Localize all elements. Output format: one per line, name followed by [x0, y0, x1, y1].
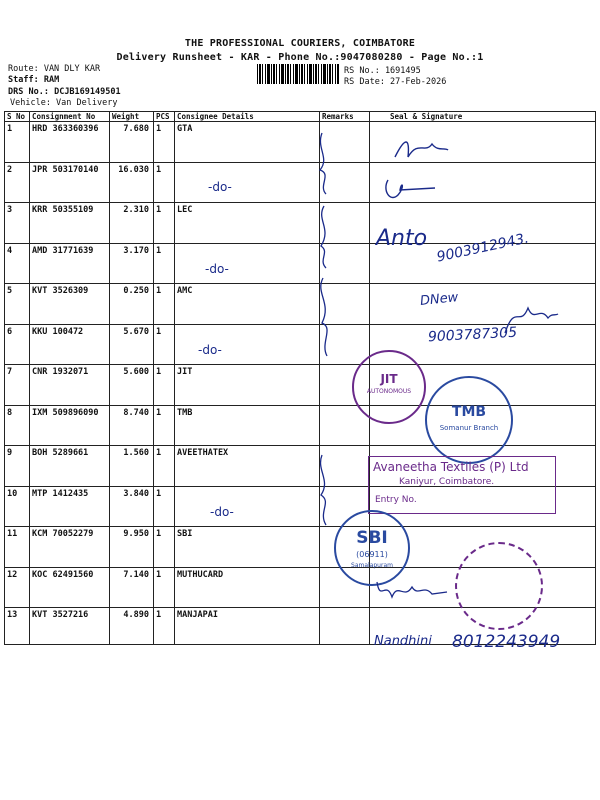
cell-consignment: AMD 31771639 — [30, 243, 110, 284]
col-sno: S No — [5, 112, 30, 122]
cell-consignee: AMC — [175, 284, 320, 325]
cell-remarks — [320, 486, 370, 527]
cell-pcs: 1 — [154, 608, 175, 645]
cell-consignee: GTA — [175, 122, 320, 163]
cell-signature — [370, 284, 596, 325]
cell-consignment: JPR 503170140 — [30, 162, 110, 203]
vehicle-text: Vehicle: Van Delivery — [10, 98, 118, 108]
cell-weight: 16.030 — [110, 162, 154, 203]
cell-sno: 8 — [5, 405, 30, 446]
col-pcs: PCS — [154, 112, 175, 122]
barcode-image — [257, 64, 339, 84]
cell-consignment: HRD 363360396 — [30, 122, 110, 163]
cell-consignee: JIT — [175, 365, 320, 406]
cell-consignment: KRR 50355109 — [30, 203, 110, 244]
ditto-mark: -do- — [208, 180, 232, 194]
cell-sno: 4 — [5, 243, 30, 284]
cell-consignee: AVEETHATEX — [175, 446, 320, 487]
cell-sno: 9 — [5, 446, 30, 487]
cell-pcs: 1 — [154, 324, 175, 365]
cell-pcs: 1 — [154, 365, 175, 406]
sbi-stamp-text: SBI — [356, 528, 388, 548]
tmb-stamp-place: Somanur Branch — [439, 424, 499, 432]
cell-weight: 7.680 — [110, 122, 154, 163]
cell-consignee: SBI — [175, 527, 320, 568]
jit-stamp-sub: AUTONOMOUS — [366, 388, 412, 395]
cell-consignee: MANJAPAI — [175, 608, 320, 645]
cell-remarks — [320, 284, 370, 325]
cell-signature — [370, 162, 596, 203]
handwritten-name: Nandhini — [374, 634, 432, 649]
cell-consignee — [175, 162, 320, 203]
cell-consignment: CNR 1932071 — [30, 365, 110, 406]
cell-pcs: 1 — [154, 527, 175, 568]
table-row — [5, 365, 596, 406]
cell-pcs: 1 — [154, 446, 175, 487]
cell-sno: 13 — [5, 608, 30, 645]
table-row — [5, 405, 596, 446]
cell-consignee — [175, 243, 320, 284]
col-remarks: Remarks — [320, 112, 370, 122]
cell-consignment: KVT 3527216 — [30, 608, 110, 645]
cell-sno: 1 — [5, 122, 30, 163]
cell-remarks — [320, 527, 370, 568]
cell-remarks — [320, 365, 370, 406]
cell-sno: 5 — [5, 284, 30, 325]
cell-consignee: LEC — [175, 203, 320, 244]
table-row — [5, 486, 596, 527]
avaneetha-stamp-field: Entry No. — [375, 495, 417, 505]
table-row — [5, 527, 596, 568]
route-text: Route: VAN DLY KAR — [8, 64, 101, 74]
signature-anto: Anto — [376, 226, 428, 251]
cell-weight: 7.140 — [110, 567, 154, 608]
cell-remarks — [320, 243, 370, 284]
table-row — [5, 122, 596, 163]
cell-weight: 0.250 — [110, 284, 154, 325]
cell-sno: 6 — [5, 324, 30, 365]
cell-weight: 1.560 — [110, 446, 154, 487]
tmb-stamp-text: TMB — [451, 404, 487, 420]
cell-remarks — [320, 162, 370, 203]
cell-sno: 10 — [5, 486, 30, 527]
cell-weight: 8.740 — [110, 405, 154, 446]
cell-weight: 9.950 — [110, 527, 154, 568]
cell-pcs: 1 — [154, 486, 175, 527]
cell-weight: 2.310 — [110, 203, 154, 244]
ditto-mark: -do- — [198, 343, 222, 357]
cell-remarks — [320, 608, 370, 645]
cell-weight: 5.670 — [110, 324, 154, 365]
sbi-stamp-code: (06911) — [356, 550, 388, 559]
drs-value: DCJB169149501 — [54, 87, 121, 97]
cell-signature — [370, 567, 596, 608]
cell-remarks — [320, 405, 370, 446]
ditto-mark: -do- — [210, 505, 234, 519]
cell-sno: 11 — [5, 527, 30, 568]
cell-consignee: MUTHUCARD — [175, 567, 320, 608]
cell-consignee — [175, 486, 320, 527]
cell-pcs: 1 — [154, 567, 175, 608]
cell-weight: 4.890 — [110, 608, 154, 645]
table-row — [5, 162, 596, 203]
cell-consignment: KKU 100472 — [30, 324, 110, 365]
cell-consignee — [175, 324, 320, 365]
cell-pcs: 1 — [154, 203, 175, 244]
cell-signature — [370, 446, 596, 487]
avaneetha-stamp-place: Kaniyur, Coimbatore. — [399, 477, 495, 487]
cell-sno: 2 — [5, 162, 30, 203]
cell-remarks — [320, 446, 370, 487]
cell-remarks — [320, 203, 370, 244]
handwritten-phone: 9003912943. — [435, 230, 531, 266]
cell-pcs: 1 — [154, 162, 175, 203]
handwritten-name: DNew — [419, 290, 460, 309]
col-seal-signature: Seal & Signature — [370, 112, 596, 122]
drs-row — [8, 87, 121, 97]
col-consignment: Consignment No — [30, 112, 110, 122]
cell-sno: 12 — [5, 567, 30, 608]
avaneetha-stamp-title: Avaneetha Textiles (P) Ltd — [373, 460, 529, 474]
table-row — [5, 446, 596, 487]
sbi-stamp-place: Samalapuram — [351, 562, 393, 569]
cell-consignment: IXM 509896090 — [30, 405, 110, 446]
handwritten-phone: 8012243949 — [452, 632, 561, 652]
cell-signature — [370, 365, 596, 406]
runsheet-subtitle: Delivery Runsheet - KAR - Phone No.:9047080280 - Page No.:1 — [116, 52, 484, 63]
handwritten-phone: 9003787305 — [427, 324, 518, 346]
cell-signature — [370, 405, 596, 446]
cell-remarks — [320, 122, 370, 163]
table-header-row — [5, 112, 596, 122]
cell-pcs: 1 — [154, 284, 175, 325]
cell-signature — [370, 122, 596, 163]
cell-signature — [370, 486, 596, 527]
cell-consignee: TMB — [175, 405, 320, 446]
cell-signature — [370, 527, 596, 568]
cell-consignment: MTP 1412435 — [30, 486, 110, 527]
staff-label: Staff: — [8, 75, 39, 85]
cell-pcs: 1 — [154, 122, 175, 163]
ditto-mark: -do- — [205, 262, 229, 276]
cell-sno: 7 — [5, 365, 30, 406]
rs-number: RS No.: 1691495 — [344, 66, 421, 76]
staff-value: RAM — [43, 75, 60, 85]
runsheet-table — [4, 111, 596, 645]
cell-consignment: KVT 3526309 — [30, 284, 110, 325]
cell-weight: 3.170 — [110, 243, 154, 284]
cell-consignment: KCM 70052279 — [30, 527, 110, 568]
col-weight: Weight — [110, 112, 154, 122]
cell-pcs: 1 — [154, 405, 175, 446]
cell-weight: 3.840 — [110, 486, 154, 527]
jit-stamp-text: JIT — [380, 372, 398, 386]
col-consignee: Consignee Details — [175, 112, 320, 122]
cell-consignment: KOC 62491560 — [30, 567, 110, 608]
table-row — [5, 567, 596, 608]
cell-consignment: BOH 5289661 — [30, 446, 110, 487]
table-row — [5, 284, 596, 325]
drs-label: DRS No.: — [8, 87, 49, 97]
cell-remarks — [320, 324, 370, 365]
rs-date: RS Date: 27-Feb-2026 — [344, 77, 447, 87]
cell-weight: 5.600 — [110, 365, 154, 406]
staff-row — [8, 75, 59, 85]
runsheet-title: THE PROFESSIONAL COURIERS, COIMBATORE — [184, 38, 416, 49]
cell-remarks — [320, 567, 370, 608]
cell-pcs: 1 — [154, 243, 175, 284]
cell-sno: 3 — [5, 203, 30, 244]
